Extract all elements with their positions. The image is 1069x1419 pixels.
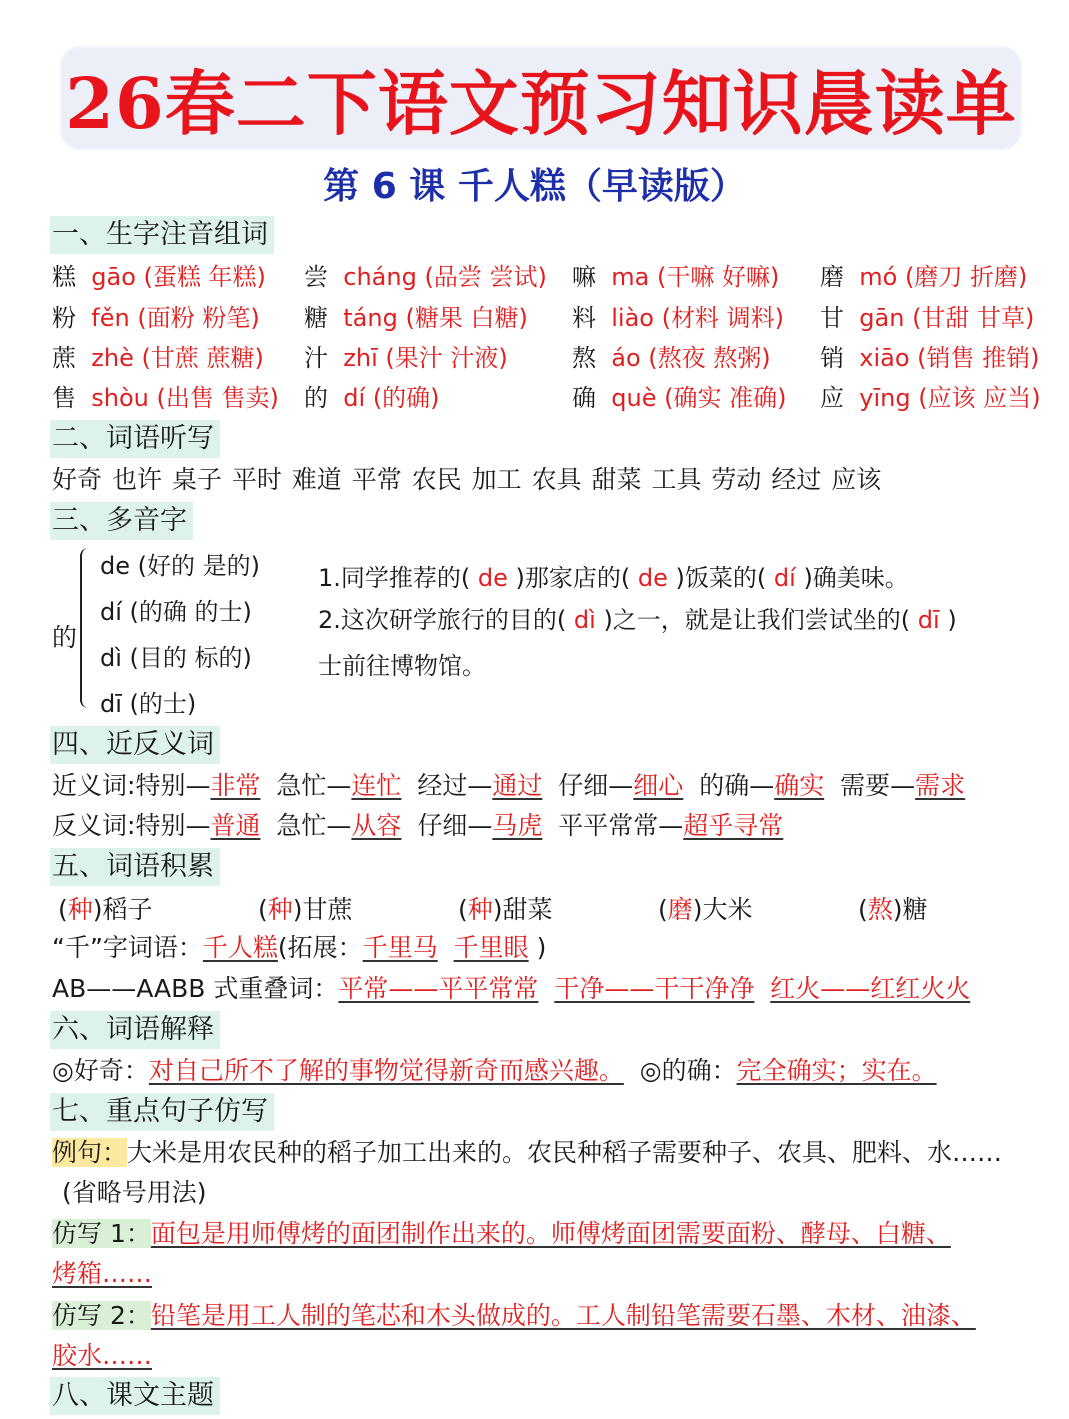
- pinyin-entry: 糕 gāo (蛋糕 年糕): [52, 263, 266, 291]
- pinyin-entry: 粉 fěn (面粉 粉笔): [52, 304, 260, 332]
- reading-2: dí (的确 的士): [100, 598, 252, 626]
- section-heading-4: 四、近反义词: [50, 726, 220, 764]
- pinyin-entry: 料 liào (材料 调料): [572, 304, 784, 332]
- title-banner: [62, 48, 1020, 148]
- pinyin-entry: 销 xiāo (销售 推销): [820, 344, 1040, 372]
- collocation-item: (种)甜菜: [458, 895, 553, 924]
- example-note: (省略号用法): [62, 1178, 207, 1207]
- word-explanations: ◎好奇：对自己所不了解的事物觉得新奇而感兴趣。 ◎的确：完全确实；实在。: [52, 1056, 937, 1085]
- section-heading-8: 八、课文主题: [50, 1377, 220, 1415]
- pinyin-entry: 嘛 ma (干嘛 好嘛): [572, 263, 780, 291]
- antonyms-row: 反义词:特别—普通 急忙—从容 仔细—马虎 平平常常—超乎寻常: [52, 811, 784, 840]
- pinyin-entry: 蔗 zhè (甘蔗 蔗糖): [52, 344, 264, 372]
- imitation-2-cont: 胶水……: [52, 1341, 153, 1370]
- pinyin-entry: 熬 áo (熬夜 熬粥): [572, 344, 771, 372]
- aabb-words: AB——AABB 式重叠词：平常——平平常常 干净——干干净净 红火——红红火火: [52, 974, 971, 1003]
- pinyin-entry: 磨 mó (磨刀 折磨): [820, 263, 1028, 291]
- reading-1: de (好的 是的): [100, 552, 260, 580]
- reading-3: dì (目的 标的): [100, 644, 252, 672]
- collocation-item: (种)甘蔗: [258, 895, 353, 924]
- pinyin-entry: 确 què (确实 准确): [572, 384, 787, 412]
- section-heading-5: 五、词语积累: [50, 848, 220, 886]
- pinyin-entry: 尝 cháng (品尝 尝试): [304, 263, 547, 291]
- title-part-1: 26春二下语文预习: [65, 61, 662, 145]
- dictation-words: 好奇 也许 桌子 平时 难道 平常 农民 加工 农具 甜菜 工具 劳动 经过 应该: [52, 465, 882, 494]
- imitation-1: 仿写 1：面包是用师傅烤的面团制作出来的。师傅烤面团需要面粉、酵母、白糖、: [52, 1219, 951, 1248]
- synonyms-row: 近义词:特别—非常 急忙—连忙 经过—通过 仔细—细心 的确—确实 需要—需求: [52, 771, 966, 800]
- section-heading-1: 一、生字注音组词: [50, 216, 274, 254]
- section-heading-6: 六、词语解释: [50, 1011, 220, 1049]
- qian-words: “千”字词语：千人糕(拓展：千里马 千里眼 ): [52, 933, 547, 962]
- section-heading-7: 七、重点句子仿写: [50, 1093, 274, 1131]
- imitation-1-cont: 烤箱……: [52, 1259, 153, 1288]
- section-heading-3: 三、多音字: [50, 502, 193, 540]
- pinyin-entry: 甘 gān (甘甜 甘草): [820, 304, 1035, 332]
- example-sentence: 例句：大米是用农民种的稻子加工出来的。农民种稻子需要种子、农具、肥料、水……: [52, 1138, 1003, 1167]
- collocation-item: (种)稻子: [58, 895, 153, 924]
- pinyin-entry: 糖 táng (糖果 白糖): [304, 304, 528, 332]
- pinyin-entry: 应 yīng (应该 应当): [820, 384, 1041, 412]
- section-heading-2: 二、词语听写: [50, 420, 220, 458]
- collocation-item: (磨)大米: [658, 895, 753, 924]
- lesson-title: 第 6 课 千人糕（早读版）: [323, 166, 746, 207]
- pinyin-entry: 售 shòu (出售 售卖): [52, 384, 279, 412]
- imitation-2: 仿写 2：铅笔是用工人制的笔芯和木头做成的。工人制铅笔需要石墨、木材、油漆、: [52, 1301, 976, 1330]
- poly-sentence-1: 1.同学推荐的( de )那家店的( de )饭菜的( dí )确美味。: [318, 564, 909, 592]
- reading-4: dī (的士): [100, 690, 197, 718]
- polyphone-char: 的: [52, 623, 78, 652]
- pinyin-entry: 的 dí (的确): [304, 384, 440, 412]
- poly-sentence-2-cont: 士前往博物馆。: [318, 652, 486, 680]
- title-part-2: 知识晨读单: [661, 61, 1017, 145]
- pinyin-entry: 汁 zhī (果汁 汁液): [304, 344, 508, 372]
- poly-sentence-2: 2.这次研学旅行的目的( dì )之一，就是让我们尝试坐的( dī ): [318, 606, 957, 634]
- collocation-item: (熬)糖: [858, 895, 928, 924]
- brace: [80, 548, 94, 708]
